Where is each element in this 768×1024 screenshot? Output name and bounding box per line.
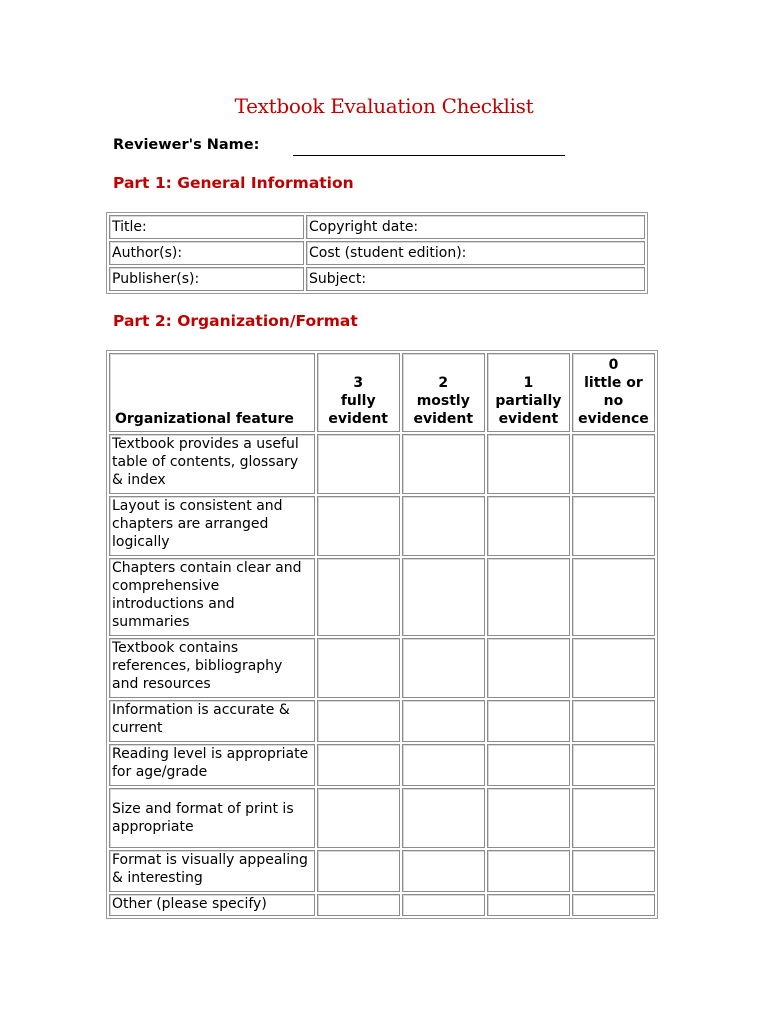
general-info-table (106, 212, 648, 294)
rating-cell-2[interactable] (402, 788, 485, 848)
score-1-header (487, 353, 570, 432)
document-title: Textbook Evaluation Checklist (234, 94, 534, 118)
rating-cell-3[interactable] (317, 850, 400, 892)
score-2-header (402, 353, 485, 432)
feature-label: Format is visually appealing & interesting (109, 850, 315, 892)
cost-cell[interactable]: Cost (student edition): (306, 241, 645, 265)
rating-cell-1[interactable] (487, 894, 570, 916)
feature-label: Layout is consistent and chapters are arranged logically (109, 496, 315, 556)
rating-cell-1[interactable] (487, 558, 570, 636)
rating-cell-0[interactable] (572, 700, 655, 742)
rating-cell-3[interactable] (317, 894, 400, 916)
feature-label: Textbook provides a useful table of contents, glossary & index (109, 434, 315, 494)
table-row (109, 700, 655, 742)
score-3-header (317, 353, 400, 432)
score-value: 3 (353, 375, 364, 391)
rating-cell-2[interactable] (402, 638, 485, 698)
score-0-header (572, 353, 655, 432)
rating-cell-3[interactable] (317, 788, 400, 848)
feature-label: Size and format of print is appropriate (109, 788, 315, 848)
table-row (109, 894, 655, 916)
rating-cell-3[interactable] (317, 638, 400, 698)
table-row (109, 241, 645, 265)
table-header-row (109, 353, 655, 432)
table-row (109, 788, 655, 848)
rating-cell-0[interactable] (572, 850, 655, 892)
rating-cell-2[interactable] (402, 496, 485, 556)
table-row (109, 434, 655, 494)
rating-cell-1[interactable] (487, 700, 570, 742)
feature-column-header: Organizational feature (109, 353, 315, 432)
feature-label: Textbook contains references, bibliography and resources (109, 638, 315, 698)
publishers-cell[interactable]: Publisher(s): (109, 267, 304, 291)
rating-cell-3[interactable] (317, 558, 400, 636)
score-label-line2: evident (498, 411, 559, 427)
authors-cell[interactable]: Author(s): (109, 241, 304, 265)
table-row (109, 744, 655, 786)
reviewer-name-field[interactable] (293, 155, 565, 156)
rating-cell-0[interactable] (572, 434, 655, 494)
score-value: 0 (608, 357, 619, 373)
table-row (109, 638, 655, 698)
table-row (109, 215, 645, 239)
rating-cell-1[interactable] (487, 744, 570, 786)
rating-cell-0[interactable] (572, 638, 655, 698)
score-value: 1 (523, 375, 534, 391)
copyright-date-cell[interactable]: Copyright date: (306, 215, 645, 239)
subject-cell[interactable]: Subject: (306, 267, 645, 291)
rating-cell-0[interactable] (572, 744, 655, 786)
rating-cell-1[interactable] (487, 434, 570, 494)
part1-heading: Part 1: General Information (113, 174, 354, 192)
rating-cell-2[interactable] (402, 700, 485, 742)
part2-heading: Part 2: Organization/Format (113, 312, 358, 330)
rating-cell-2[interactable] (402, 850, 485, 892)
feature-label: Other (please specify) (109, 894, 315, 916)
table-row (109, 496, 655, 556)
table-row (109, 558, 655, 636)
rating-cell-2[interactable] (402, 894, 485, 916)
rating-cell-1[interactable] (487, 496, 570, 556)
rating-cell-1[interactable] (487, 638, 570, 698)
rating-cell-3[interactable] (317, 434, 400, 494)
score-label-line2: evidence (578, 411, 649, 427)
table-row (109, 267, 645, 291)
feature-label: Information is accurate & current (109, 700, 315, 742)
rating-cell-0[interactable] (572, 788, 655, 848)
score-value: 2 (438, 375, 449, 391)
score-label-line1: mostly (416, 393, 470, 409)
table-row (109, 850, 655, 892)
rating-cell-0[interactable] (572, 894, 655, 916)
rating-cell-3[interactable] (317, 496, 400, 556)
title-cell[interactable]: Title: (109, 215, 304, 239)
rating-cell-0[interactable] (572, 558, 655, 636)
rating-cell-3[interactable] (317, 700, 400, 742)
rating-cell-0[interactable] (572, 496, 655, 556)
score-label-line1: fully (340, 393, 376, 409)
rating-cell-2[interactable] (402, 744, 485, 786)
organization-format-table (106, 350, 658, 919)
score-label-line2: evident (328, 411, 389, 427)
score-label-line1: partially (495, 393, 562, 409)
rating-cell-2[interactable] (402, 558, 485, 636)
score-label-line1: little or no (584, 375, 643, 409)
feature-label: Chapters contain clear and comprehensive introductions and summaries (109, 558, 315, 636)
score-label-line2: evident (413, 411, 474, 427)
rating-cell-2[interactable] (402, 434, 485, 494)
rating-cell-1[interactable] (487, 850, 570, 892)
feature-label: Reading level is appropriate for age/grade (109, 744, 315, 786)
rating-cell-1[interactable] (487, 788, 570, 848)
reviewer-name-label: Reviewer's Name: (113, 137, 260, 153)
rating-cell-3[interactable] (317, 744, 400, 786)
